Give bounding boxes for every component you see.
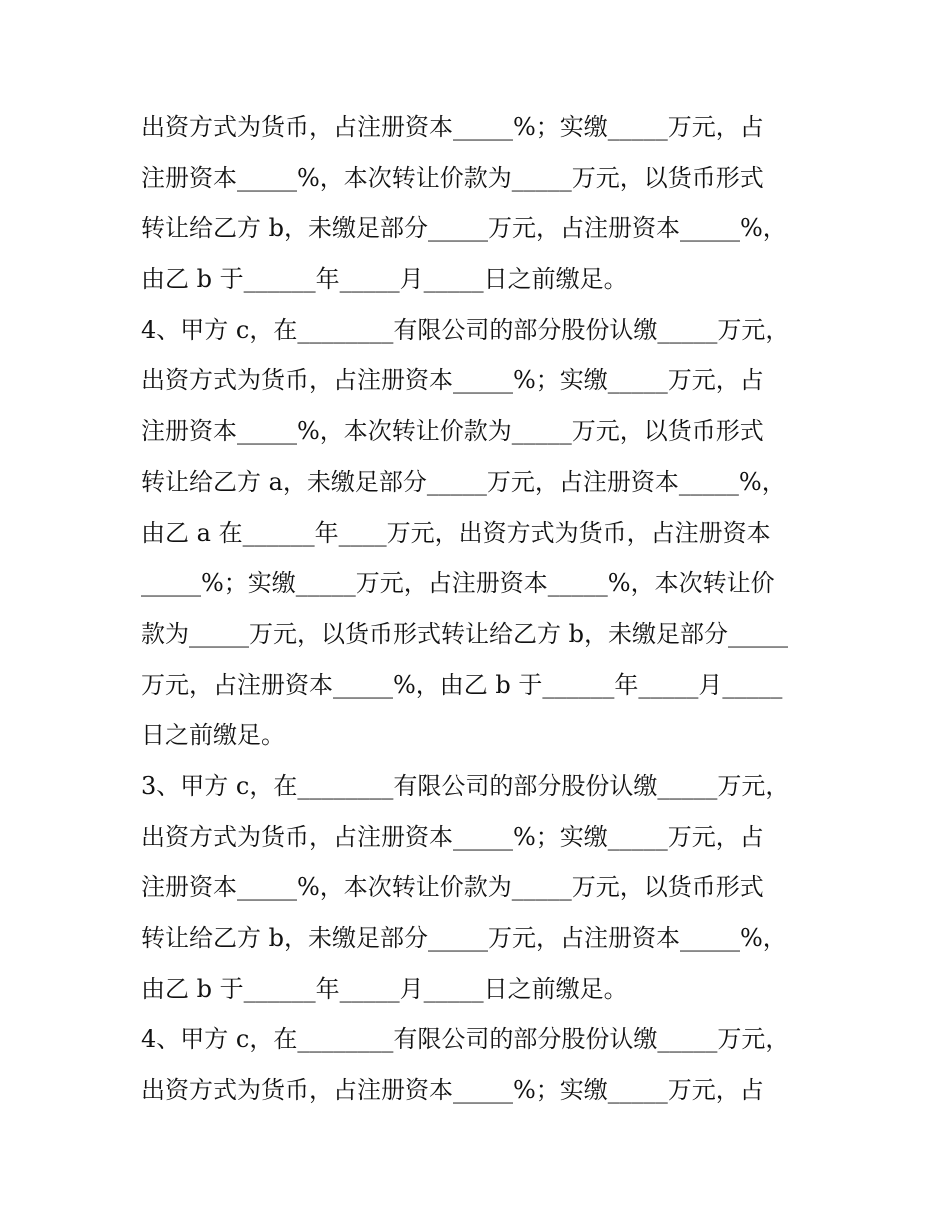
- text-line: 由乙 b 于______年_____月_____日之前缴足。: [141, 265, 628, 294]
- text-line: 4、甲方 c，在________有限公司的部分股份认缴_____万元，: [141, 315, 790, 344]
- text-line: 出资方式为货币，占注册资本_____%；实缴_____万元，占: [141, 822, 764, 851]
- text-line: 由乙 a 在______年____万元，出资方式为货币，占注册资本: [141, 518, 771, 547]
- text-line: 出资方式为货币，占注册资本_____%；实缴_____万元，占: [141, 366, 764, 395]
- document-body: [141, 102, 841, 1116]
- text-line: 出资方式为货币，占注册资本_____%；实缴_____万元，占: [141, 1076, 764, 1105]
- text-line: 注册资本_____%，本次转让价款为_____万元，以货币形式: [141, 417, 764, 446]
- text-line: 3、甲方 c，在________有限公司的部分股份认缴_____万元，: [141, 771, 790, 800]
- text-line: 款为_____万元，以货币形式转让给乙方 b，未缴足部分_____: [141, 619, 788, 648]
- text-line: 注册资本_____%，本次转让价款为_____万元，以货币形式: [141, 163, 764, 192]
- text-line: 转让给乙方 b，未缴足部分_____万元，占注册资本_____%，: [141, 924, 787, 952]
- text-line: 由乙 b 于______年_____月_____日之前缴足。: [141, 974, 628, 1003]
- text-line: 日之前缴足。: [141, 721, 285, 750]
- text-line: 4、甲方 c，在________有限公司的部分股份认缴_____万元，: [141, 1025, 790, 1054]
- text-line: 转让给乙方 a，未缴足部分_____万元，占注册资本_____%，: [141, 467, 786, 496]
- text-line: 注册资本_____%，本次转让价款为_____万元，以货币形式: [141, 873, 764, 902]
- text-line: 转让给乙方 b，未缴足部分_____万元，占注册资本_____%，: [141, 214, 787, 243]
- text-line: _____%；实缴_____万元，占注册资本_____%，本次转让价: [141, 569, 775, 598]
- text-line: 出资方式为货币，占注册资本_____%；实缴_____万元，占: [141, 113, 764, 141]
- text-line: 万元，占注册资本_____%，由乙 b 于______年_____月_____: [141, 670, 783, 699]
